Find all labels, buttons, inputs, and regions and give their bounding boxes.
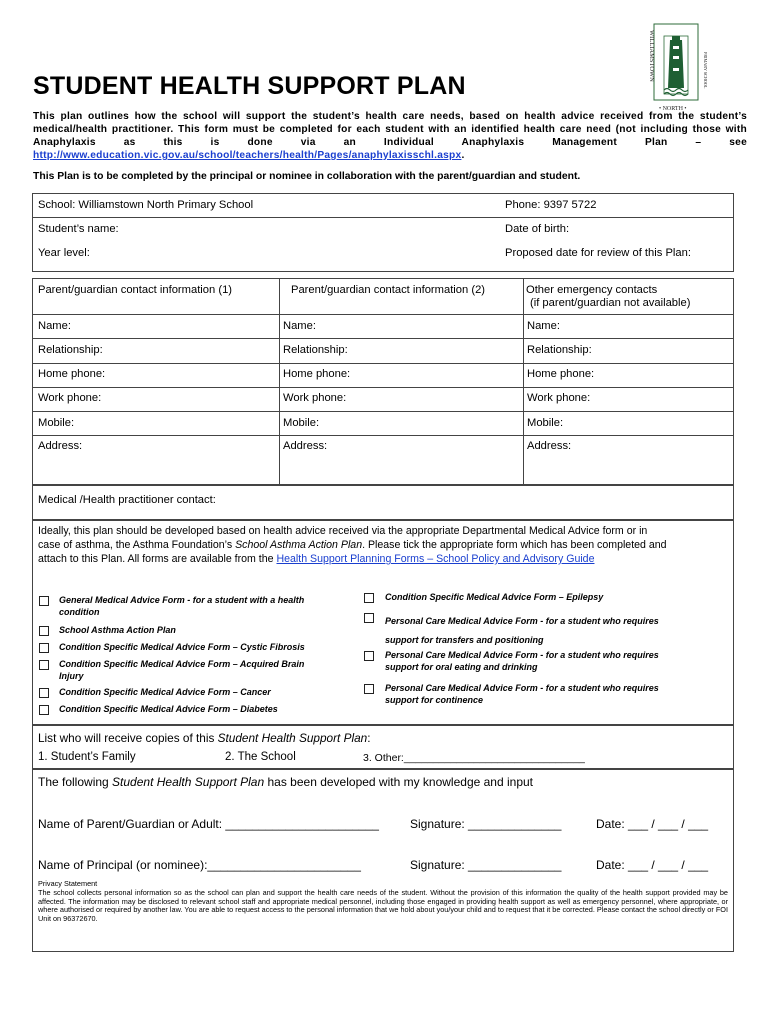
form-option-asthma: School Asthma Action Plan xyxy=(59,625,176,635)
contact2-relationship[interactable]: Relationship: xyxy=(283,344,348,356)
lighthouse-logo-icon xyxy=(640,22,714,114)
contact2-address[interactable]: Address: xyxy=(283,440,328,452)
contact2-work-phone[interactable]: Work phone: xyxy=(283,392,347,404)
form-option-diabetes: Condition Specific Medical Advice Form – Diabetes xyxy=(59,704,278,714)
form-option-transfers: Personal Care Medical Advice Form - for a student who requires support for transfers and positioning xyxy=(385,616,659,645)
parent-signature-field[interactable]: Signature: ______________ xyxy=(410,817,562,831)
form-option-brain-injury: Condition Specific Medical Advice Form – Acquired Brain Injury xyxy=(59,659,305,681)
form-option-continence: Personal Care Medical Advice Form - for a student who requires support for continence xyxy=(385,683,659,705)
contact2-header: Parent/guardian contact information (2) xyxy=(291,284,486,296)
contact3-subheader: (if parent/guardian not available) xyxy=(530,297,691,309)
school-logo xyxy=(640,22,714,114)
forms-link[interactable]: Health Support Planning Forms – School Policy and Advisory Guide xyxy=(276,553,595,565)
form-checkbox-cystic-fibrosis[interactable] xyxy=(39,643,49,653)
parent-name-field[interactable]: Name of Parent/Guardian or Adult: _______________________ xyxy=(38,817,379,831)
form-checkbox-general[interactable] xyxy=(39,596,49,606)
form-checkbox-epilepsy[interactable] xyxy=(364,593,374,603)
copies-item-other[interactable]: 3. Other:_______________________________ xyxy=(363,752,585,764)
advice-line-2: case of asthma, the Asthma Foundation’s School Asthma Action Plan. Please tick the appropriate form which has been completed and xyxy=(38,539,667,551)
contact3-mobile[interactable]: Mobile: xyxy=(527,417,564,429)
form-option-eating: Personal Care Medical Advice Form - for a student who requires support for oral eating and drinking xyxy=(385,650,659,672)
review-date-field[interactable]: Proposed date for review of this Plan: xyxy=(505,247,691,259)
student-details-box xyxy=(32,193,734,272)
form-option-cystic-fibrosis: Condition Specific Medical Advice Form – Cystic Fibrosis xyxy=(59,642,305,652)
form-checkbox-continence[interactable] xyxy=(364,684,374,694)
contact2-home-phone[interactable]: Home phone: xyxy=(283,368,351,380)
copies-item-school[interactable]: 2. The School xyxy=(225,751,296,763)
form-checkbox-transfers[interactable] xyxy=(364,613,374,623)
form-checkbox-eating[interactable] xyxy=(364,651,374,661)
form-checkbox-brain-injury[interactable] xyxy=(39,660,49,670)
copies-box xyxy=(32,725,734,769)
contact1-mobile[interactable]: Mobile: xyxy=(38,417,75,429)
practitioner-box xyxy=(32,485,734,520)
advice-line-1: Ideally, this plan should be developed based on health advice received via the appropriate Departmental Medical Advice form or in xyxy=(38,525,648,537)
contact1-work-phone[interactable]: Work phone: xyxy=(38,392,102,404)
contact1-relationship[interactable]: Relationship: xyxy=(38,344,103,356)
page-title: STUDENT HEALTH SUPPORT PLAN xyxy=(33,72,466,100)
student-name-field[interactable]: Student’s name: xyxy=(38,223,119,235)
year-level-field[interactable]: Year level: xyxy=(38,247,90,259)
contact3-home-phone[interactable]: Home phone: xyxy=(527,368,595,380)
advice-forms-box xyxy=(32,520,734,725)
phone-label: Phone: 9397 5722 xyxy=(505,199,597,211)
dob-field[interactable]: Date of birth: xyxy=(505,223,570,235)
svg-text:WILLIAMSTOWN: WILLIAMSTOWN xyxy=(648,30,655,82)
agreement-statement: The following Student Health Support Plan has been developed with my knowledge and input xyxy=(38,775,534,789)
form-option-cancer: Condition Specific Medical Advice Form – Cancer xyxy=(59,687,271,697)
principal-name-field[interactable]: Name of Principal (or nominee):_______________________ xyxy=(38,858,361,872)
practitioner-field[interactable]: Medical /Health practitioner contact: xyxy=(38,494,216,506)
privacy-heading: Privacy Statement xyxy=(38,879,98,888)
principal-signature-field[interactable]: Signature: ______________ xyxy=(410,858,562,872)
form-checkbox-asthma[interactable] xyxy=(39,626,49,636)
principal-date-field[interactable]: Date: ___ / ___ / ___ xyxy=(596,858,709,872)
advice-line-3: attach to this Plan. All forms are available from the Health Support Planning Forms – School Policy and Advisory Guide xyxy=(38,553,595,565)
contact3-address[interactable]: Address: xyxy=(527,440,572,452)
school-label: School: Williamstown North Primary School xyxy=(38,199,254,211)
form-checkbox-diabetes[interactable] xyxy=(39,705,49,715)
contact3-relationship[interactable]: Relationship: xyxy=(527,344,592,356)
contact1-header: Parent/guardian contact information (1) xyxy=(38,284,233,296)
agreement-box xyxy=(32,769,734,952)
copies-item-family[interactable]: 1. Student’s Family xyxy=(38,751,136,763)
contact1-name[interactable]: Name: xyxy=(38,320,71,332)
anaphylaxis-link[interactable]: http://www.education.vic.gov.au/school/teachers/health/Pages/anaphylaxisschl.aspx xyxy=(33,150,462,161)
contact1-address[interactable]: Address: xyxy=(38,440,83,452)
completion-note: This Plan is to be completed by the principal or nominee in collaboration with the parent/guardian and student. xyxy=(33,171,581,182)
intro-paragraph: This plan outlines how the school will support the student’s health care needs, based on health advice received from the student’s medical/health practitioner. This form must be completed for each student with an identified health care need (not including those with Anaphylaxis as this is done via an Individual Anaphylaxis Management Plan – see http://www.education.vic.gov.au/school/teachers/health/Pages/anaphylaxisschl.aspx. xyxy=(33,111,747,161)
contacts-table xyxy=(32,278,734,485)
form-option-epilepsy: Condition Specific Medical Advice Form – Epilepsy xyxy=(385,592,604,602)
form-checkbox-cancer[interactable] xyxy=(39,688,49,698)
contact3-work-phone[interactable]: Work phone: xyxy=(527,392,591,404)
svg-text:PRIMARY SCHOOL: PRIMARY SCHOOL xyxy=(703,52,708,89)
contact3-header: Other emergency contacts xyxy=(526,284,658,296)
privacy-statement: The school collects personal information so as the school can plan and support the health care needs of the student. Without the provision of this information the quality of the health support provided may be affected. The information may be disclosed to relevant school staff and appropriate medical personnel, including those engaged in providing health support as well as emergency personnel, where appropriate, or where authorised or required by another law. You are able to request access to the personal information that we hold about you/your child and to request that it be corrected. Please contact the school directly or FOI Unit on 96372670. xyxy=(38,888,728,923)
form-option-general: General Medical Advice Form - for a student with a health condition xyxy=(59,595,305,617)
copies-label: List who will receive copies of this Student Health Support Plan: xyxy=(38,731,371,745)
contact3-name[interactable]: Name: xyxy=(527,320,560,332)
contact2-name[interactable]: Name: xyxy=(283,320,316,332)
svg-text:• NORTH •: • NORTH • xyxy=(659,106,687,112)
parent-date-field[interactable]: Date: ___ / ___ / ___ xyxy=(596,817,709,831)
contact2-mobile[interactable]: Mobile: xyxy=(283,417,320,429)
contact1-home-phone[interactable]: Home phone: xyxy=(38,368,106,380)
